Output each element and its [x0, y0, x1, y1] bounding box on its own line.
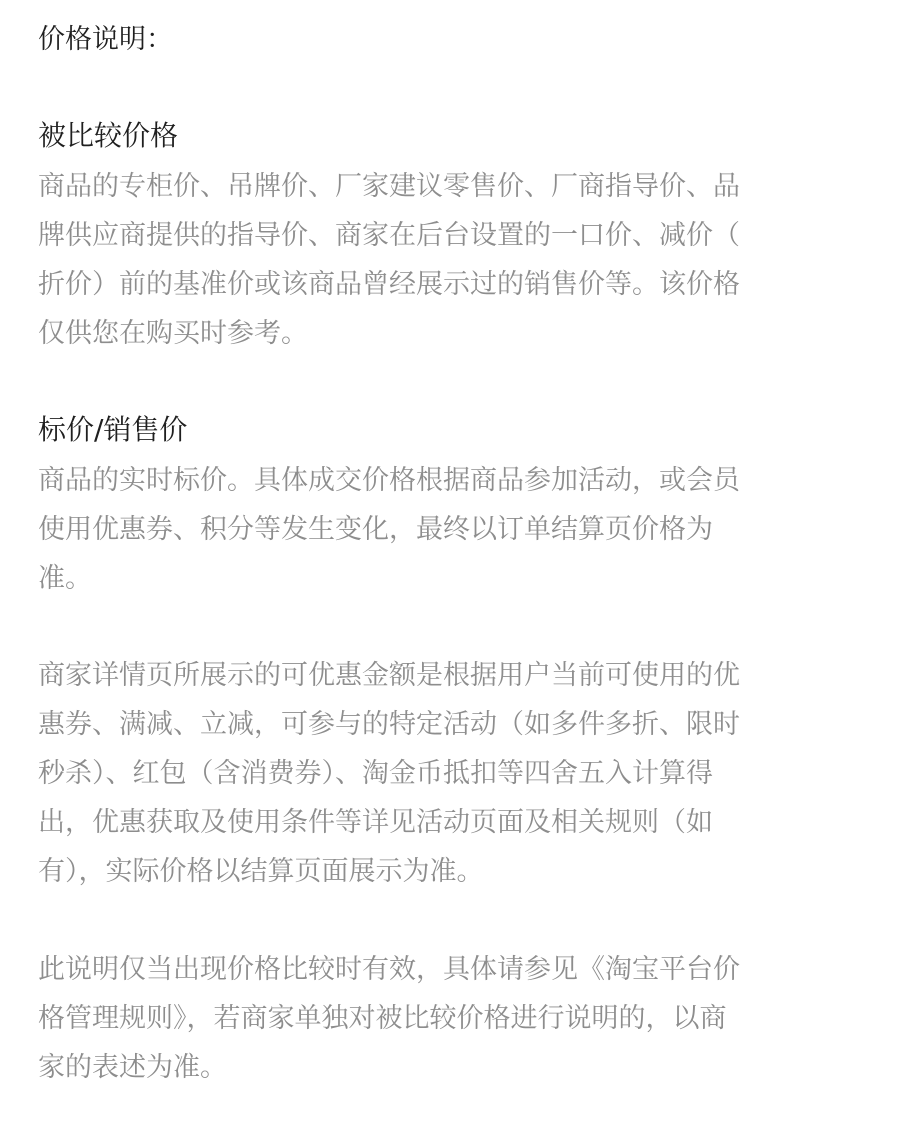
list-price-line: 使用优惠券、积分等发生变化，最终以订单结算页价格为 [38, 514, 713, 545]
list-price-line: 商品的实时标价。具体成交价格根据商品参加活动，或会员 [38, 465, 740, 496]
compared-price-description [38, 162, 838, 358]
discount-note [38, 651, 838, 896]
discount-note-line: 秒杀）、红包（含消费券）、淘金币抵扣等四舍五入计算得 [38, 758, 713, 789]
validity-note-line: 格管理规则》，若商家单独对被比较价格进行说明的，以商 [38, 1003, 727, 1034]
list-price-heading: 标价/销售价 [38, 413, 188, 446]
compared-price-line: 折价）前的基准价或该商品曾经展示过的销售价等。该价格 [38, 269, 740, 300]
discount-note-line: 商家详情页所展示的可优惠金额是根据用户当前可使用的优 [38, 660, 740, 691]
discount-note-line: 惠券、满减、立减，可参与的特定活动（如多件多折、限时 [38, 709, 740, 740]
compared-price-line: 商品的专柜价、吊牌价、厂家建议零售价、厂商指导价、品 [38, 171, 740, 202]
discount-note-line: 有），实际价格以结算页面展示为准。 [38, 856, 484, 887]
validity-note-line: 家的表述为准。 [38, 1052, 227, 1083]
compared-price-line: 牌供应商提供的指导价、商家在后台设置的一口价、减价（ [38, 220, 740, 251]
compared-price-heading: 被比较价格 [38, 119, 179, 152]
compared-price-line: 仅供您在购买时参考。 [38, 318, 308, 349]
discount-note-line: 出，优惠获取及使用条件等详见活动页面及相关规则（如 [38, 807, 713, 838]
list-price-description [38, 456, 838, 603]
validity-note [38, 945, 838, 1092]
validity-note-line: 此说明仅当出现价格比较时有效，具体请参见《淘宝平台价 [38, 954, 740, 985]
list-price-line: 准。 [38, 563, 92, 594]
page-title: 价格说明： [38, 24, 173, 55]
